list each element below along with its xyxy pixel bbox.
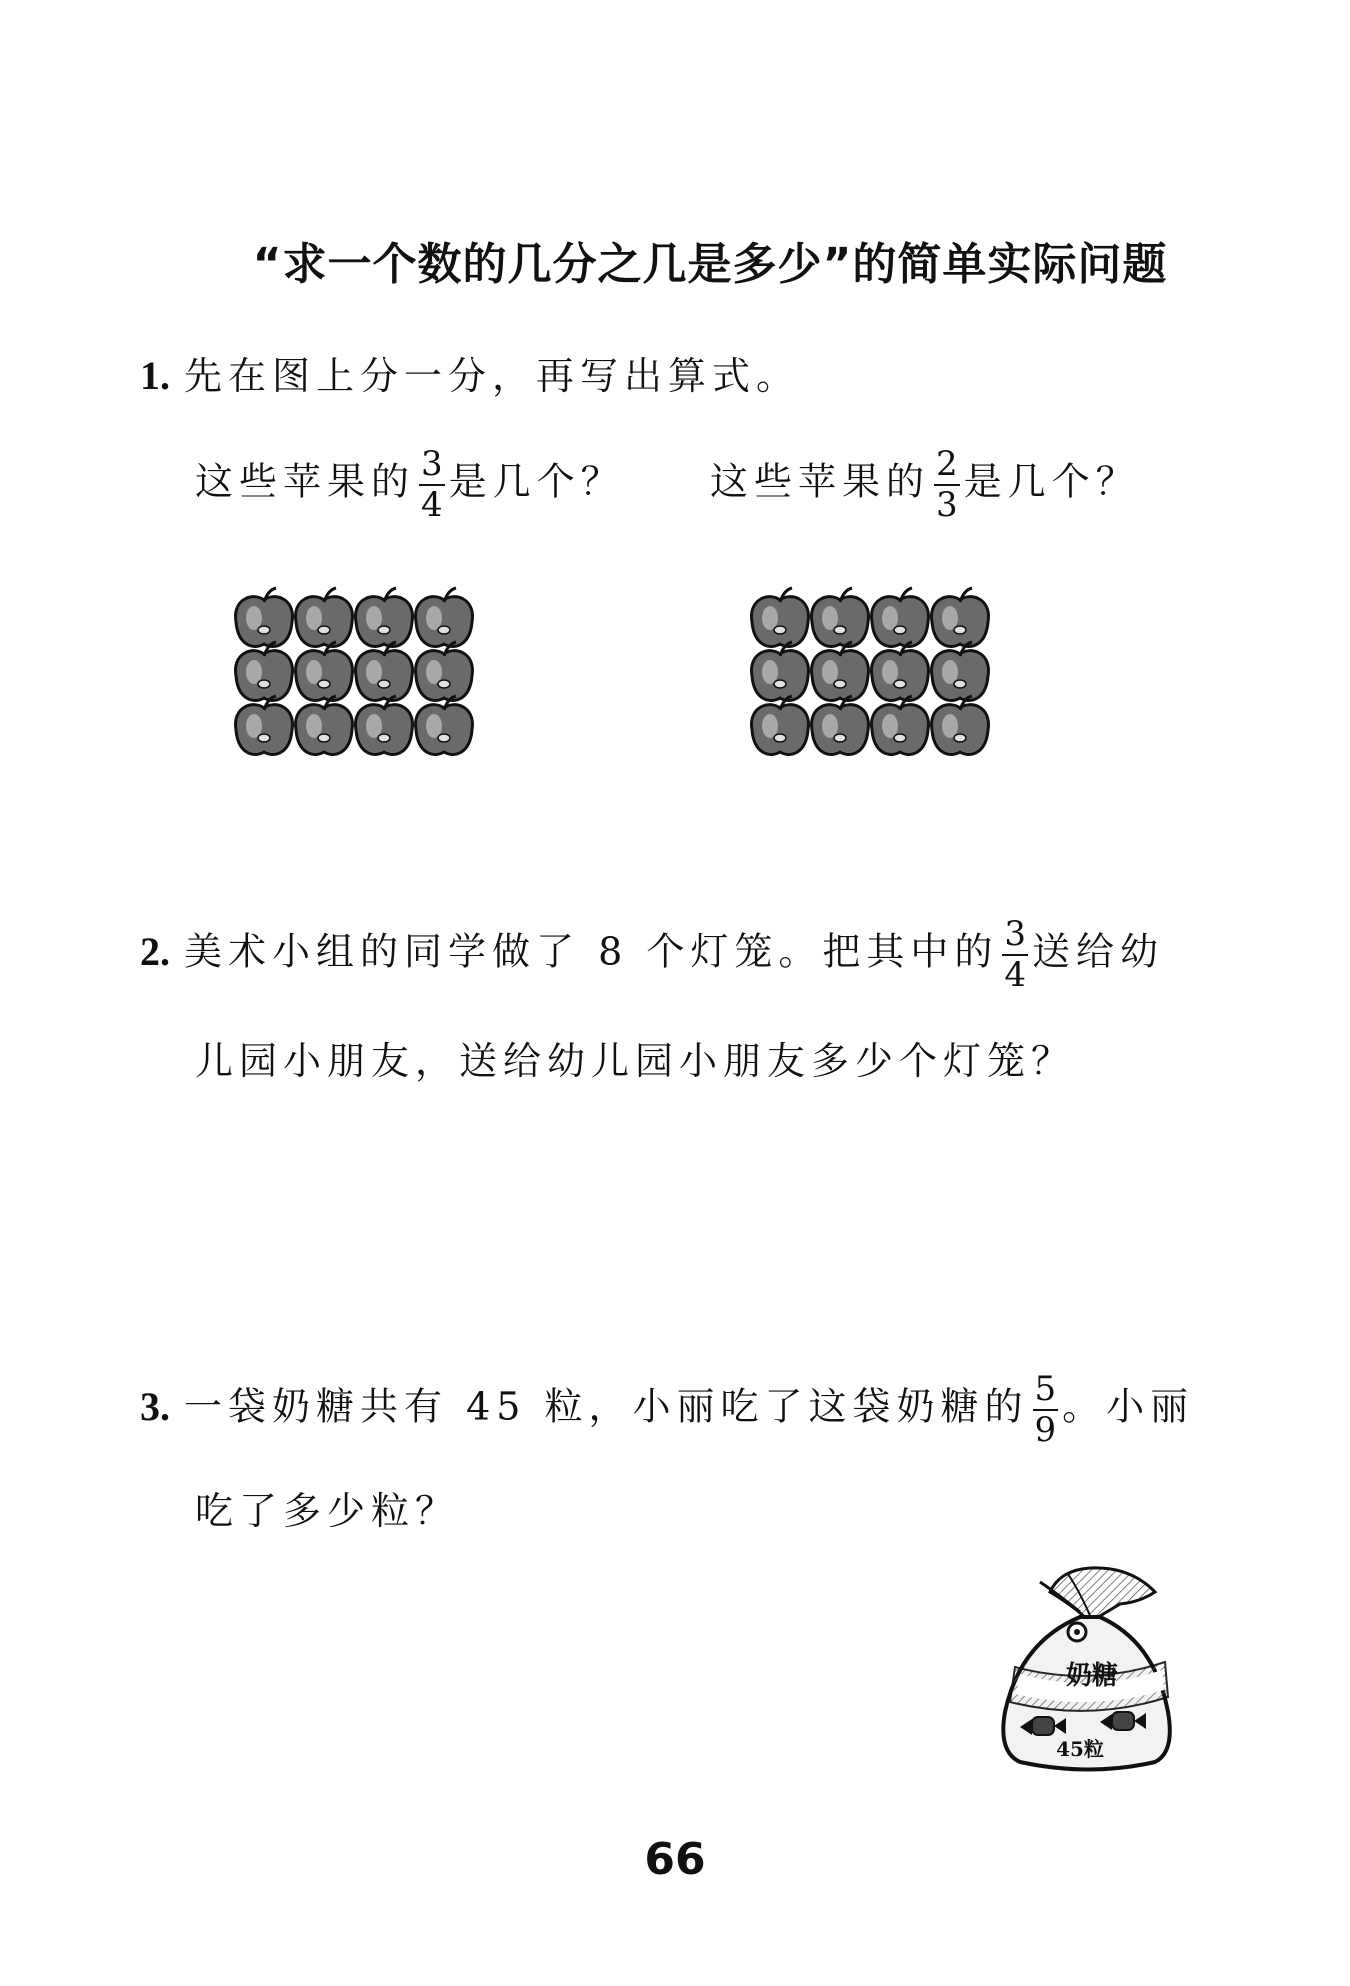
candy-bag-count: 45粒 [1056,1737,1104,1761]
fraction-denominator: 3 [936,485,958,526]
apple-icon [932,588,989,646]
apple-grid-left[interactable] [232,582,482,762]
apple-icon [356,588,413,646]
apple-icon [416,642,473,700]
apple-icon [752,696,809,754]
apple-icon [416,696,473,754]
apple-icon [872,588,929,646]
problem-2-number: 2. [140,928,170,974]
problem-3-text-b: 。小丽 [1062,1384,1195,1429]
fraction-2-3 [934,445,960,525]
apple-icon [932,696,989,754]
apple-icon [752,588,809,646]
fraction-numerator: 5 [1033,1370,1059,1411]
apple-icon [416,588,473,646]
page-number: 66 [644,1834,706,1885]
apple-icon [752,642,809,700]
fraction-3-4 [1002,915,1028,995]
apple-icon [356,696,413,754]
apple-grid-right[interactable] [748,582,998,762]
problem-2-text-b: 送给幼 [1031,929,1164,974]
candy-bag-label: 奶糖 [1065,1661,1119,1691]
problem-2-line-2: 儿园小朋友，送给幼儿园小朋友多少个灯笼？ [195,1039,1076,1083]
fraction-5-9 [1033,1370,1059,1450]
fraction-numerator: 3 [1002,915,1028,956]
problem-3-line-1 [140,1370,1194,1450]
problem-2-text-a: 美术小组的同学做了 8 个灯笼。把其中的 [184,929,999,974]
page-title: “求一个数的几分之几是多少”的简单实际问题 [252,239,1168,290]
apple-icon [812,642,869,700]
apple-icon [296,588,353,646]
fraction-numerator: 3 [419,445,445,486]
problem-3-text-a: 一袋奶糖共有 45 粒，小丽吃了这袋奶糖的 [184,1384,1029,1429]
question-right-prefix: 这些苹果的 [710,459,931,504]
apple-icon [356,642,413,700]
apple-icon [932,642,989,700]
problem-1-question-right [710,445,1140,525]
problem-1-question-left [195,445,625,525]
problem-1-number: 1. [140,353,170,398]
question-left-suffix: 是几个？ [448,459,625,504]
question-right-suffix: 是几个？ [963,459,1140,504]
question-left-prefix: 这些苹果的 [195,459,416,504]
apple-icon [872,696,929,754]
problem-2-line-1 [140,915,1164,995]
fraction-denominator: 4 [421,485,443,526]
apple-icon [236,642,293,700]
fraction-denominator: 9 [1034,1410,1057,1451]
candy-bag-illustration [980,1562,1180,1782]
fraction-3-4 [419,445,445,525]
problem-1-instruction [140,345,800,400]
problem-1-text: 先在图上分一分，再写出算式。 [184,354,801,398]
fraction-numerator: 2 [934,445,960,486]
apple-icon [872,642,929,700]
problem-3-number: 3. [140,1383,170,1429]
apple-icon [296,642,353,700]
problem-3-line-2: 吃了多少粒？ [195,1489,460,1533]
apple-icon [812,588,869,646]
apple-icon [296,696,353,754]
apple-icon [236,696,293,754]
apple-icon [812,696,869,754]
apple-icon [236,588,293,646]
fraction-denominator: 4 [1004,955,1026,996]
